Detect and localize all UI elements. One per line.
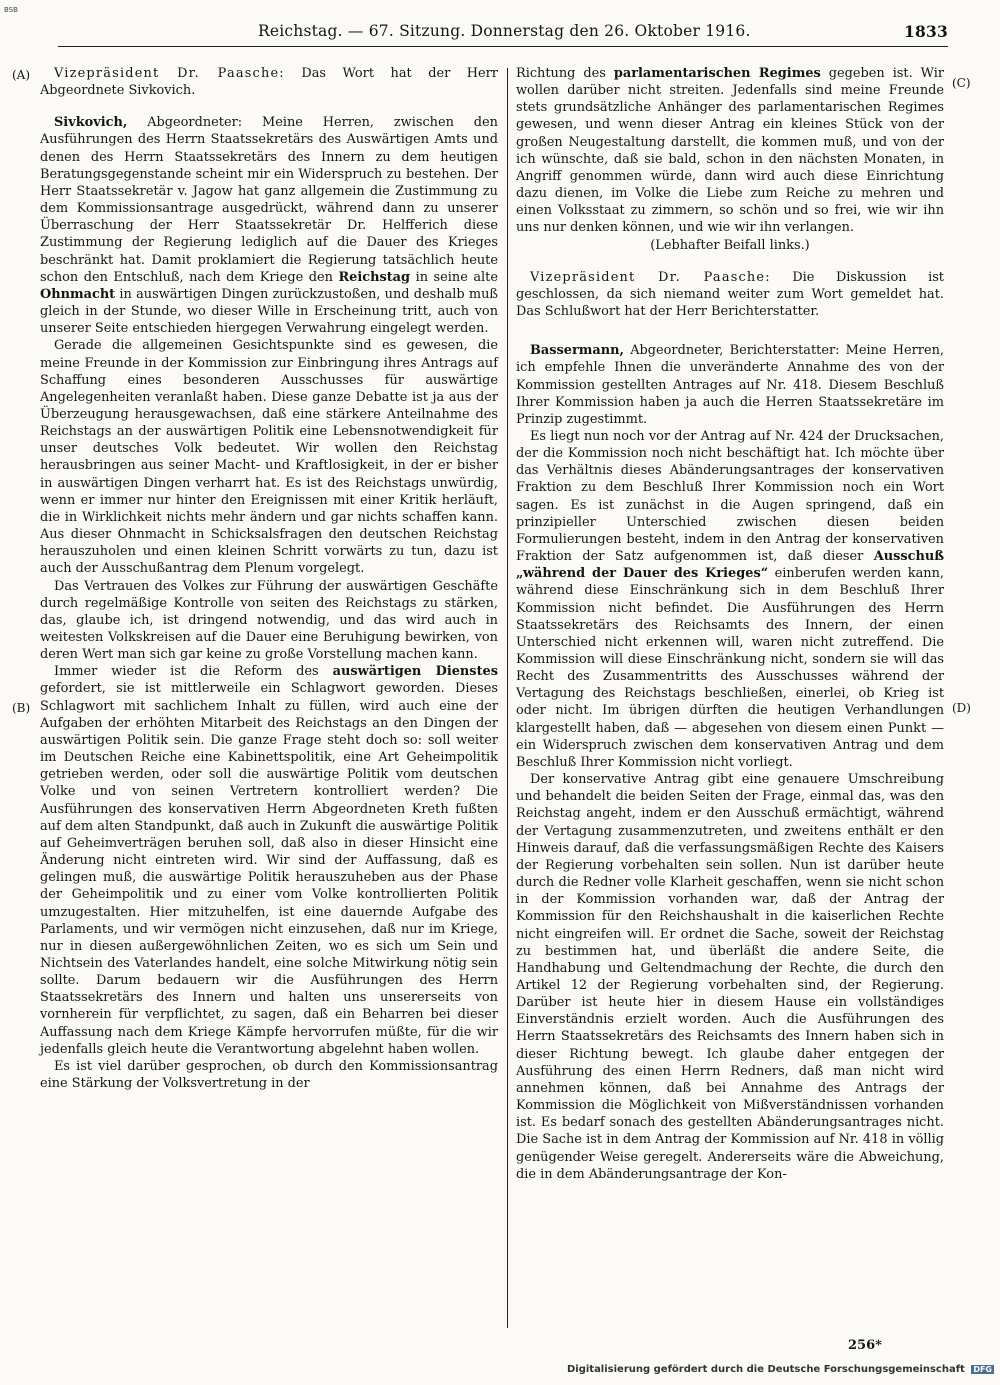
- running-header: [58, 20, 948, 47]
- paragraph-text: Das Wort hat der Herr Abgeordnete Sivkovich.: [40, 66, 498, 99]
- margin-marker-b: (B): [12, 701, 31, 715]
- speaker-name: Vizepräsident Dr. Paasche:: [54, 66, 285, 81]
- margin-marker-a: (A): [12, 68, 31, 82]
- emphasis-text: Reichstag: [338, 269, 411, 285]
- emphasis-text: Ausschuß „während der Dauer des Krieges“: [516, 549, 944, 582]
- column-divider: [507, 68, 508, 1328]
- paragraph-text: gefordert, sie ist mittlerweile ein Schlagwort geworden. Dieses Schlagwort mit sachlichem Inhalt zu füllen, wird auch eine der Aufgaben der erhöhten Mitarbeit des Reichstags an den Dingen der auswärtigen Politik sein. Die ganze Frage steht doch so: soll weiter im Deutschen Reiche eine Kabinettspolitik, eine Art Geheimpolitik getrieben werden, oder soll die auswärtige Politik vom deutschen Volke und von seinen Vertretern kontrolliert werden? Die Ausführungen des konservativen Herrn Abgeordneten Kreth fußten auf dem alten Standpunkt, daß auch in Zukunft die auswärtige Politik auf Geheimverträgen beruhen soll, daß also in dieser Hinsicht eine Änderung nicht eintreten wird. Wir sind der Auffassung, daß es gelingen muß, die auswärtige Politik herauszuheben aus der Phase der Geheimpolitik und zu einer vom Volke kontrollierten Politik umzugestalten. Hier mitzuhelfen, ist eine dauernde Aufgabe des Parlaments, und wir vermögen nicht einzusehen, daß nur im Kriege, nur in diesen außergewöhnlichen Zeiten, wo es sich um Sein und Nichtsein des Vaterlandes handelt, eine solche Mitwirkung nötig sein sollte. Darum bedauern wir die Ausführungen des Herrn Staatssekretärs des Innern und halten uns unsererseits von vornherein für verpflichtet, zu sagen, daß ein Beharren bei dieser Auffassung nach dem Kriege Kämpfe hervorrufen müßte, für die wir jedenfalls gleich heute die Verantwortung abgelehnt haben wollen.: [40, 681, 498, 1057]
- paragraph-text: Abgeordneter: Meine Herren, zwischen den Ausführungen des Herrn Staatssekretärs des Auswärtigen Amts und denen des Herrn Staatssekretärs des Innern zu dem heutigen Beratungsgegenstande scheint mir ein Widerspruch zu bestehen. Der Herr Staatssekretär v. Jagow hat ganz allgemein die Zustimmung zu dem Kommissionsantrage ausgedrückt, während dann zu unserer Überraschung der Herr Staatssekretär Dr. Helfferich diese Zustimmung der Regierung lediglich auf die Dauer des Krieges beschränkt hat. Damit proklamiert die Regierung tatsächlich heute schon den Entschluß, nach dem Kriege den: [40, 115, 498, 285]
- paragraph: Es ist viel darüber gesprochen, ob durch den Kommissionsantrag eine Stärkung der Volksvertretung in der: [40, 1058, 498, 1092]
- paragraph-text: Die Diskussion ist geschlossen, da sich niemand weiter zum Wort gemeldet hat. Das Schlußwort hat der Herr Berichterstatter.: [516, 269, 944, 320]
- paragraph-sivkovich: [40, 114, 498, 337]
- paragraph-text: einberufen werden kann, während diese Einschränkung sich in dem Beschluß Ihrer Kommission nicht befindet. Die Ausführungen des Herrn Staatssekretärs des Reichsamts des Innern, der einen Unterschied nicht erkennen will, waren nicht zutreffend. Die Kommission will diese Einschränkung nicht, sondern sie will das Recht des Zusammentritts des Ausschusses während der Vertagung des Reichstags beschließen, einerlei, ob Krieg ist oder nicht. Im übrigen dürften die heutigen Verhandlungen klargestellt haben, daß — abgesehen von diesem einen Punkt — ein Widerspruch zwischen dem konservativen Antrag und dem Beschluß Ihrer Kommission nicht vorliegt.: [516, 566, 944, 770]
- paragraph-text: Es liegt nun noch vor der Antrag auf Nr. 424 der Drucksachen, der die Kommission noch nicht beschäftigt hat. Ich möchte über das Verhältnis dieses Abänderungsantrages der konservativen Fraktion zu dem Beschluß Ihrer Kommission noch ein Wort sagen. Es ist zunächst in die Augen springend, daß ein prinzipieller Unterschied zwischen diesen beiden Formulierungen besteht, indem in den Antrag der konservativen Fraktion der Satz aufgenommen ist, daß dieser: [516, 428, 944, 565]
- speaker-name: Sivkovich,: [54, 115, 128, 131]
- paragraph: [516, 428, 944, 771]
- margin-marker-d: (D): [952, 701, 971, 715]
- paragraph: Gerade die allgemeinen Gesichtspunkte sind es gewesen, die meine Freunde in der Kommission zur Einbringung ihres Antrags auf Schaffung eines besonderen Ausschusses für auswärtige Angelegenheiten veranlaßt haben. Diese ganze Debatte ist ja aus der Überzeugung herausgewachsen, daß eine stärkere Anteilnahme des Reichstags an der auswärtigen Politik eine Lebensnotwendigkeit für unser deutsches Volk bedeutet. Wir wollen den Reichstag herausbringen aus seiner Macht- und Kraftlosigkeit, in der er bisher in auswärtigen Dingen verharrt hat. Es ist des Reichstags unwürdig, wenn er immer nur hinter den Ereignissen mit einer Kritik herläuft, die in Wirklichkeit nichts mehr ändern und gar nichts schaffen kann. Aus dieser Ohnmacht in Schicksalsfragen den deutschen Reichstag herauszuholen und einen kleinen Schritt vorwärts zu tun, dazu ist auch der Ausschußantrag dem Plenum vorgelegt.: [40, 338, 498, 577]
- paragraph: [40, 663, 498, 1058]
- dfg-logo-icon: DFG: [973, 1365, 992, 1374]
- emphasis-text: auswärtigen Dienstes: [332, 664, 498, 680]
- paragraph: Der konservative Antrag gibt eine genauere Umschreibung und behandelt die beiden Seiten der Frage, einmal das, was den Reichstag angeht, indem er den Ausschuß ermächtigt, während der Vertagung zusammenzutreten, und zweitens enthält er den Hinweis darauf, daß die verfassungsmäßigen Rechte des Kaisers der Regierung vorbehalten sein sollen. Nun ist darüber heute durch die Redner volle Klarheit geschaffen, wenn sie nicht schon in der Kommission vorhanden war, daß der Antrag der Kommission für den Reichshaushalt in die kaiserlichen Rechte nicht eingreifen will. Er ordnet die Sache, soweit der Reichstag zu bestimmen hat, und überläßt die andere Seite, die Handhabung und Geltendmachung der Rechte, die durch den Artikel 12 der Regierung vorbehalten sind, der Regierung. Darüber ist heute hier in diesem Hause ein vollständiges Einverständnis erzielt worden. Auch die Ausführungen des Herrn Staatssekretärs des Reichsamts des Innern haben sich in dieser Richtung bewegt. Ich glaube daher entgegen der Ausführung des einen Herrn Redners, daß man nicht wird annehmen können, daß bei Annahme des Antrags der Kommission die Möglichkeit von Mißverständnissen vorhanden ist. Es bedarf sonach des gestellten Abänderungsantrages nicht. Die Sache ist in dem Antrag der Kommission auf Nr. 418 in völlig genügender Weise geregelt. Andererseits wäre die Abweichung, die in dem Abänderungsantrage der Kon-: [516, 772, 944, 1182]
- margin-marker-c: (C): [952, 76, 971, 90]
- library-mark: BSB: [4, 6, 18, 14]
- emphasis-text: parlamentarischen Regimes: [613, 66, 821, 81]
- stage-direction: (Lebhafter Beifall links.): [650, 237, 810, 253]
- paragraph: [516, 65, 944, 237]
- running-title: Reichstag. — 67. Sitzung. Donnerstag den 26. Oktober 1916.: [258, 22, 751, 40]
- paragraph-text: Abgeordneter, Berichterstatter: Meine Herren, ich empfehle Ihnen die unveränderte Annahme des von der Kommission gestellten Antrages auf Nr. 418. Diesem Beschluß Ihrer Kommission haben ja auch die Herren Staatssekretäre im Prinzip zugestimmt.: [516, 343, 944, 427]
- speaker-name: Bassermann,: [530, 343, 624, 359]
- footer-credit: [567, 1364, 994, 1375]
- signature-mark: 256*: [848, 1338, 882, 1353]
- paragraph-text: gegeben ist. Wir wollen darüber nicht streiten. Jedenfalls sind meine Freunde stets grundsätzliche Anhänger des parlamentarischen Regimes gewesen, und wenn dieser Antrag ein kleines Stück von der großen Neugestaltung darstellt, die kommen muß, und von der ich wünschte, daß sie bald, schon in den nächsten Monaten, in Angriff genommen würde, dann wird auch diese Einrichtung dazu dienen, im Volke die Liebe zum Reiche zu mehren und einen Volksstaat zu zimmern, so schön und so frei, wie wir ihn uns nur denken können, und wie wir ihn verlangen.: [516, 66, 944, 236]
- paragraph-text: Richtung des: [516, 66, 606, 81]
- paragraph-text: Immer wieder ist die Reform des: [54, 664, 319, 680]
- paragraph-vizepraesident-2: [516, 269, 944, 320]
- paragraph-text: in seine alte: [415, 269, 498, 285]
- speaker-name: Vizepräsident Dr. Paasche:: [530, 269, 771, 285]
- emphasis-text: Ohnmacht: [40, 286, 116, 302]
- right-column: [516, 65, 944, 1183]
- paragraph-bassermann: [516, 342, 944, 428]
- paragraph-text: in auswärtigen Dingen zurückzustoßen, und deshalb muß gleich in der Stunde, wo dieser Wille in Erscheinung tritt, auch von unserer Seite entschieden hiergegen Verwahrung eingelegt werden.: [40, 286, 498, 337]
- paragraph: Das Vertrauen des Volkes zur Führung der auswärtigen Geschäfte durch regelmäßige Kontrolle von seiten des Reichstags zu stärken, das, glaube ich, ist dringend notwendig, und das wird auch in weitesten Volkskreisen auf die Dauer eine Beruhigung bewirken, von deren Wert man sich gar keine zu große Vorstellung machen kann.: [40, 578, 498, 663]
- paragraph-vizepraesident-1: [40, 65, 498, 99]
- left-column: [40, 65, 498, 1092]
- footer-text: Digitalisierung gefördert durch die Deutsche Forschungsgemeinschaft: [566, 1364, 965, 1375]
- page-number: 1833: [904, 22, 948, 41]
